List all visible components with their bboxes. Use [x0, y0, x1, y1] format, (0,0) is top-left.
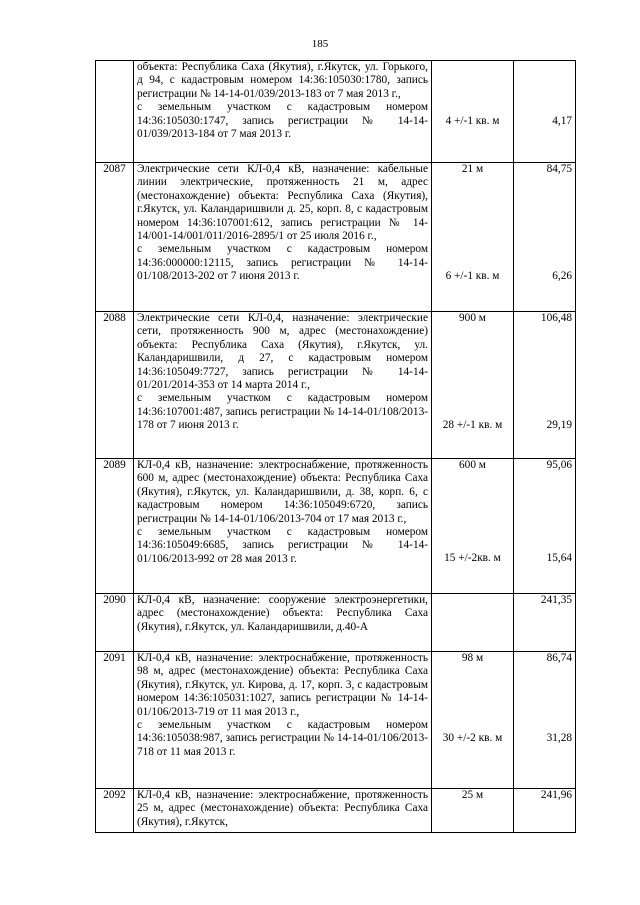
land-value: 15,64: [546, 552, 572, 565]
land-plot-text: с земельным участком с кадастровым номером 14:36:105049:6685, запись регистрации № 14-14-01/106/2013-992 от 28 мая 2013 г.: [137, 526, 428, 565]
length-area-cell: [432, 312, 514, 459]
property-register-table: [95, 60, 576, 833]
value-cell: [514, 789, 576, 833]
land-plot-text: с земельным участком с кадастровым номером 14:36:105030:1747, запись регистрации № 14-14-01/039/2013-184 от 7 мая 2013 г.: [137, 101, 428, 141]
row-number: 2091: [96, 652, 134, 789]
object-value: 95,06: [546, 459, 572, 471]
land-value: 6,26: [552, 270, 572, 283]
object-value: 241,96: [540, 789, 572, 801]
object-value: 86,74: [546, 652, 572, 664]
length-area-cell: [432, 652, 514, 789]
object-description: [134, 459, 432, 594]
land-value: 4,17: [552, 115, 572, 127]
object-description: [134, 61, 432, 163]
row-number: 2087: [96, 163, 134, 312]
object-value: 106,48: [540, 312, 572, 324]
object-text: КЛ-0,4 кВ, назначение: электроснабжение, протяженность 600 м, адрес (местонахождение) объекта: Республика Саха (Якутия), г.Якутск, ул. Каландаришвили, д. 38, корп. 6, с кадастровым номером 14:36:105049:6720, запись регистрации № 14-14-01/106/2013-704 от 17 мая 2013 г.,: [137, 459, 428, 525]
land-area: 15 +/-2кв. м: [444, 552, 501, 565]
table-row: [96, 789, 576, 833]
table-row: [96, 61, 576, 163]
value-cell: [514, 652, 576, 789]
row-number: 2089: [96, 459, 134, 594]
table-row: [96, 312, 576, 459]
length-area-cell: [432, 163, 514, 312]
length-area-cell: [432, 594, 514, 652]
length-area-cell: [432, 61, 514, 163]
row-number: 2092: [96, 789, 134, 833]
object-description: [134, 594, 432, 652]
object-value: 84,75: [546, 163, 572, 175]
object-length: 900 м: [459, 312, 486, 324]
land-area: 4 +/-1 кв. м: [445, 115, 500, 127]
object-length: 98 м: [461, 652, 484, 664]
land-plot-text: с земельным участком с кадастровым номером 14:36:105038:987, запись регистрации № 14-14-01/106/2013-718 от 11 мая 2013 г.: [137, 719, 428, 758]
object-length: 25 м: [461, 789, 484, 801]
object-description: [134, 789, 432, 833]
table-row: [96, 163, 576, 312]
object-text: КЛ-0,4 кВ, назначение: электроснабжение, протяженность 98 м, адрес (местонахождение) объекта: Республика Саха (Якутия), г.Якутск, ул. Кирова, д. 17, корп. 3, с кадастровым номером 14:36:105031:1027, запись регистрации № 14-14-01/106/2013-719 от 11 мая 2013 г.,: [137, 652, 428, 718]
value-cell: [514, 61, 576, 163]
object-description: [134, 652, 432, 789]
land-area: 6 +/-1 кв. м: [445, 270, 500, 283]
land-value: 29,19: [546, 419, 572, 432]
row-number: [96, 61, 134, 163]
land-value: 31,28: [546, 732, 572, 745]
object-value: 241,35: [540, 594, 572, 606]
row-number: 2088: [96, 312, 134, 459]
object-description: [134, 312, 432, 459]
object-length: 600 м: [459, 459, 486, 471]
table-row: [96, 459, 576, 594]
object-description: [134, 163, 432, 312]
table-row: [96, 594, 576, 652]
land-area: 28 +/-1 кв. м: [442, 419, 503, 432]
value-cell: [514, 312, 576, 459]
land-plot-text: с земельным участком с кадастровым номером 14:36:000000:12115, запись регистрации № 14-14-01/108/2013-202 от 7 июня 2013 г.: [137, 243, 428, 283]
page-number: 185: [311, 38, 329, 50]
object-text: Электрические сети КЛ-0,4 кВ, назначение: кабельные линии электрические, протяженность 21 м, адрес (местонахождение) объекта: Республика Саха (Якутия), г.Якутск, ул. Каландаришвили д. 25, корп. 8, с кадастровым номером 14:36:107001:612, запись регистрации № 14-14/001-14/001/011/2016-2895/1 от 25 июля 2016 г.,: [137, 163, 428, 243]
row-number: 2090: [96, 594, 134, 652]
table-row: [96, 652, 576, 789]
value-cell: [514, 594, 576, 652]
object-text: Электрические сети КЛ-0,4, назначение: электрические сети, протяженность 900 м, адрес (местонахождение) объекта: Республика Саха (Якутия), г.Якутск, ул. Каландаришвили, д 27, с кадастровым номером 14:36:105049:7727, запись регистрации № 14-14-01/201/2014-353 от 14 марта 2014 г.,: [137, 312, 428, 392]
land-plot-text: с земельным участком с кадастровым номером 14:36:107001:487, запись регистрации № 14-14-01/108/2013-178 от 7 июня 2013 г.: [137, 392, 428, 432]
land-area: 30 +/-2 кв. м: [442, 732, 503, 745]
length-area-cell: [432, 789, 514, 833]
object-text: объекта: Республика Саха (Якутия), г.Якутск, ул. Горького, д 94, с кадастровым номером 14:36:105030:1780, запись регистрации № 14-14-01/039/2013-183 от 7 мая 2013 г.,: [137, 61, 428, 100]
object-text: КЛ-0,4 кВ, назначение: сооружение электроэнергетики, адрес (местонахождение) объекта: Республика Саха (Якутия), г.Якутск, ул. Каландаришвили, д.40-А: [137, 594, 428, 633]
value-cell: [514, 163, 576, 312]
length-area-cell: [432, 459, 514, 594]
object-length: 21 м: [461, 163, 484, 175]
value-cell: [514, 459, 576, 594]
object-text: КЛ-0,4 кВ, назначение: электроснабжение, протяженность 25 м, адрес (местонахождение) объекта: Республика Саха (Якутия), г.Якутск,: [137, 789, 428, 828]
